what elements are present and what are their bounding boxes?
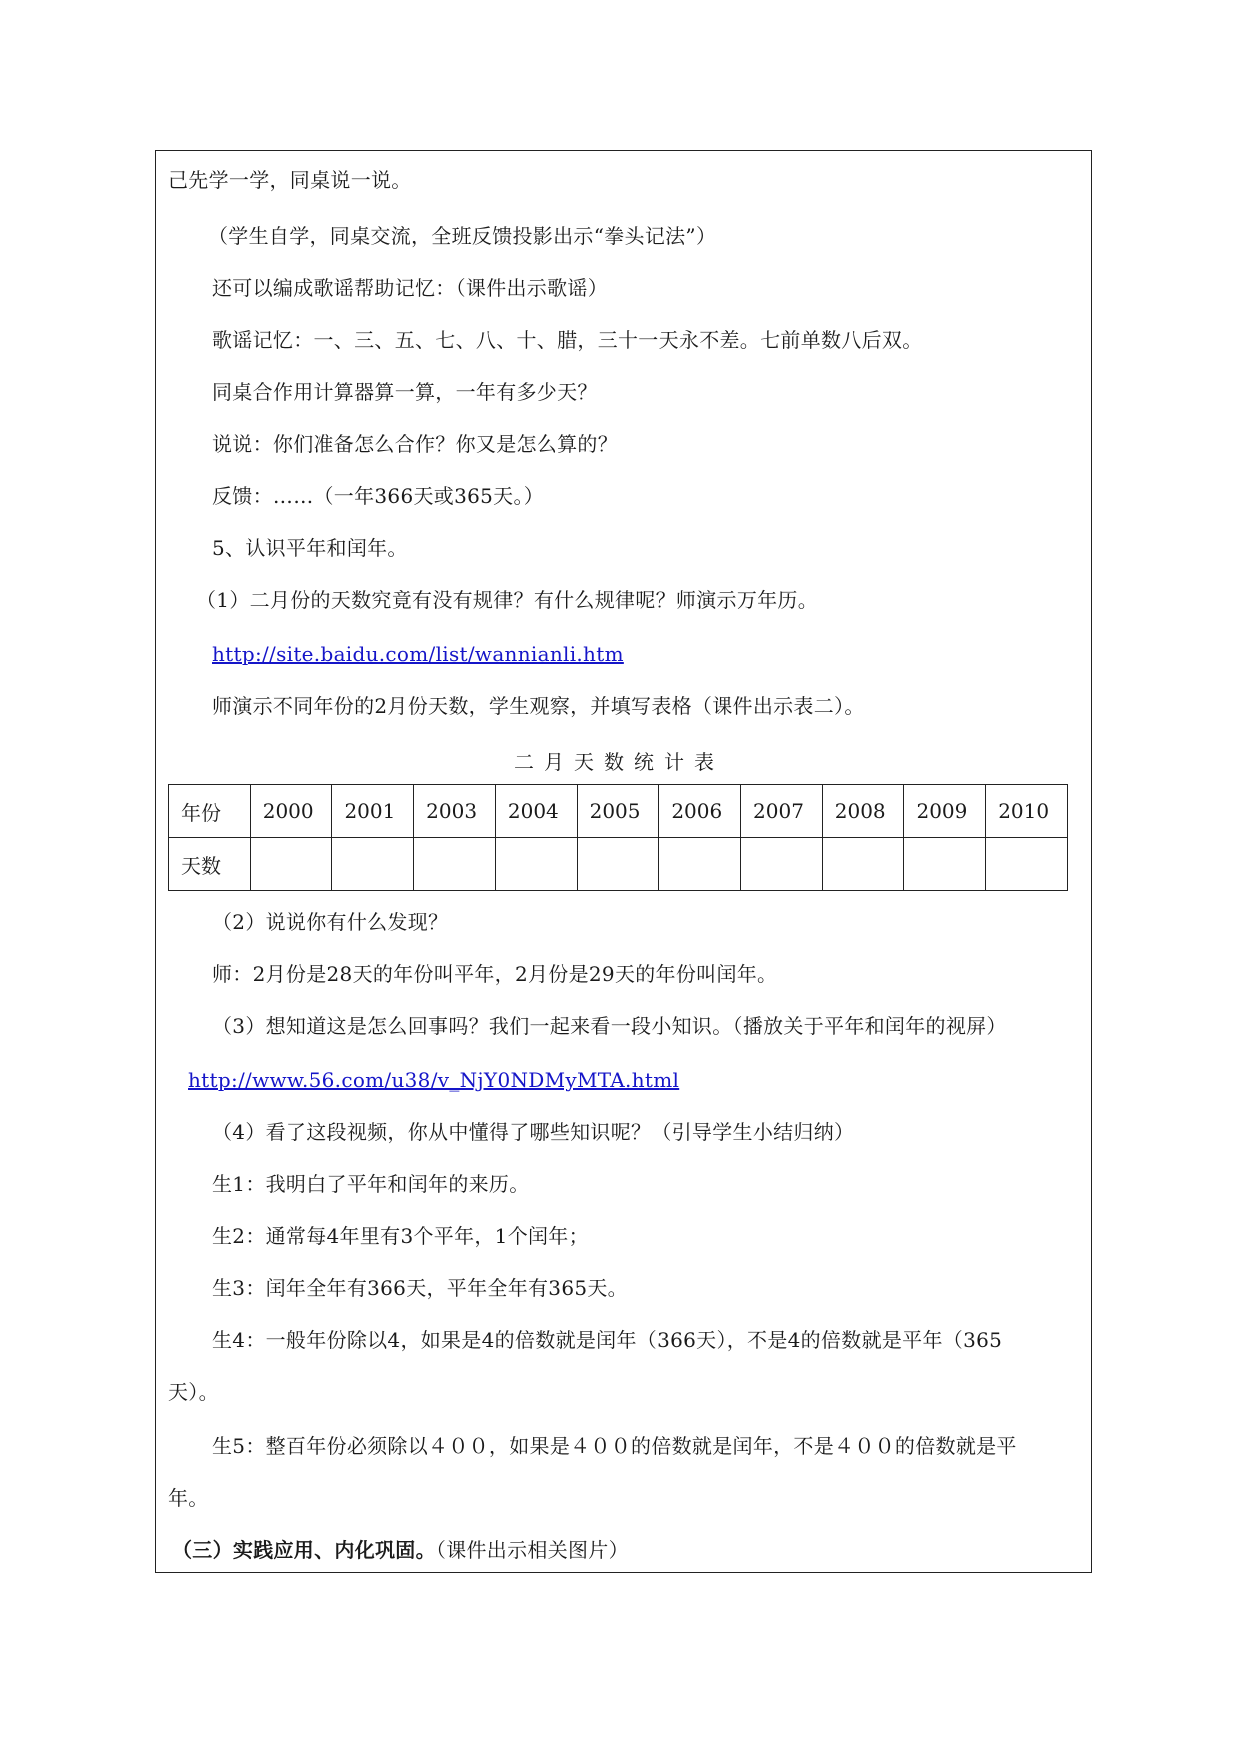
days-cell (741, 838, 823, 891)
days-cell (904, 838, 986, 891)
year-cell: 2010 (986, 785, 1068, 838)
days-cell (414, 838, 496, 891)
days-cell (659, 838, 741, 891)
text-line: 己先学一学，同桌说一说。 (168, 168, 412, 192)
text-line: 生4：一般年份除以4，如果是4的倍数就是闰年（366天），不是4的倍数就是平年（365 (212, 1328, 1003, 1352)
year-cell: 2003 (414, 785, 496, 838)
row-label-year: 年份 (169, 785, 251, 838)
year-cell: 2000 (250, 785, 332, 838)
section-heading-row (172, 1536, 629, 1564)
text-line: 生3：闰年全年有366天，平年全年有365天。 (212, 1276, 628, 1300)
row-label-days: 天数 (169, 838, 251, 891)
text-line: 还可以编成歌谣帮助记忆：（课件出示歌谣） (212, 276, 608, 300)
days-cell (822, 838, 904, 891)
text-line: （1）二月份的天数究竟有没有规律？有什么规律呢？师演示万年历。 (196, 588, 819, 612)
section-item: 5、认识平年和闰年。 (212, 536, 408, 560)
section-note: （课件出示相关图片） (435, 1538, 629, 1562)
text-line: 说说：你们准备怎么合作？你又是怎么算的？ (212, 432, 618, 456)
section-heading: （三）实践应用、内化巩固。 (172, 1538, 436, 1562)
year-cell: 2001 (332, 785, 414, 838)
days-cell (577, 838, 659, 891)
text-line: 歌谣记忆：一、三、五、七、八、十、腊，三十一天永不差。七前单数八后双。 (212, 328, 923, 352)
february-days-table (168, 784, 1068, 891)
text-line: 生1：我明白了平年和闰年的来历。 (212, 1172, 530, 1196)
text-line: （2）说说你有什么发现？ (212, 910, 449, 934)
year-cell: 2009 (904, 785, 986, 838)
days-cell (495, 838, 577, 891)
year-cell: 2004 (495, 785, 577, 838)
text-line: 师：2月份是28天的年份叫平年，2月份是29天的年份叫闰年。 (212, 962, 778, 986)
year-cell: 2008 (822, 785, 904, 838)
text-line: 年。 (168, 1486, 209, 1510)
text-line: 天）。 (168, 1380, 219, 1404)
year-cell: 2007 (741, 785, 823, 838)
year-cell: 2006 (659, 785, 741, 838)
days-cell (250, 838, 332, 891)
text-line: （3）想知道这是怎么回事吗？我们一起来看一段小知识。（播放关于平年和闰年的视屏） (212, 1014, 1007, 1038)
video-link[interactable]: http://www.56.com/u38/v_NjY0NDMyMTA.html (188, 1068, 680, 1092)
text-line: 生5：整百年份必须除以４００，如果是４００的倍数就是闰年，不是４００的倍数就是平 (212, 1434, 1017, 1458)
table-caption: 二月天数统计表 (514, 750, 724, 774)
text-line: 生2：通常每4年里有3个平年，1个闰年； (212, 1224, 589, 1248)
wannianli-link[interactable]: http://site.baidu.com/list/wannianli.htm (212, 642, 624, 666)
text-line: 同桌合作用计算器算一算，一年有多少天？ (212, 380, 598, 404)
text-line: （4）看了这段视频，你从中懂得了哪些知识呢？（引导学生小结归纳） (212, 1120, 855, 1144)
year-cell: 2005 (577, 785, 659, 838)
text-line: 师演示不同年份的2月份天数，学生观察，并填写表格（课件出示表二）。 (212, 694, 865, 718)
table-row-days (169, 838, 1068, 891)
table-row-years (169, 785, 1068, 838)
text-line: 反馈：……（一年366天或365天。） (212, 484, 545, 508)
text-line: （学生自学，同桌交流，全班反馈投影出示“拳头记法”） (208, 224, 717, 248)
days-cell (986, 838, 1068, 891)
days-cell (332, 838, 414, 891)
